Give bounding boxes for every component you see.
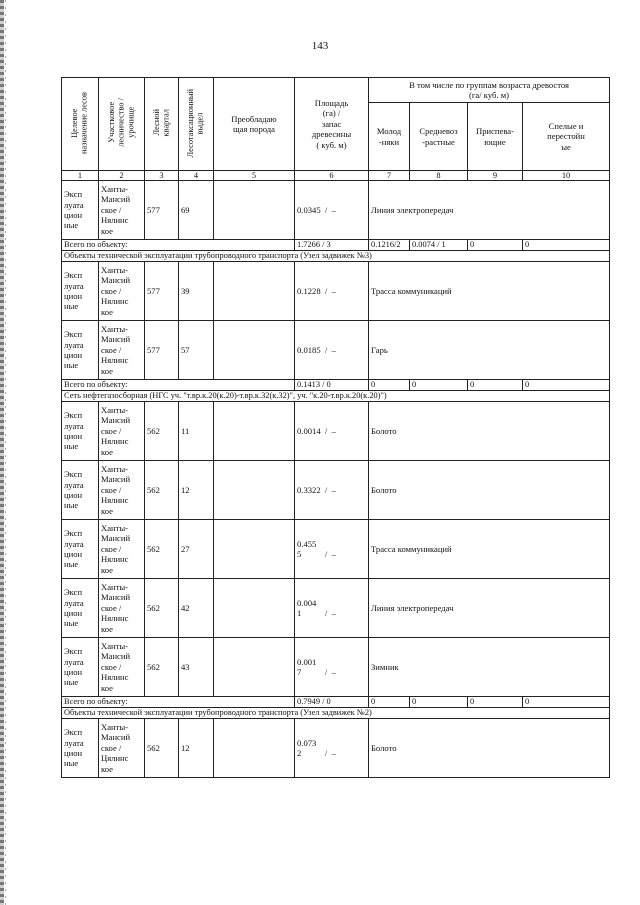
purpose-cell: Эксп луата цион ные — [62, 719, 99, 778]
species-cell — [214, 402, 295, 461]
area-cell: 0.001 7 / – — [295, 638, 369, 697]
header-maturing: Приспева- ющие — [468, 103, 523, 171]
purpose-cell: Эксп луата цион ные — [62, 321, 99, 380]
allotment-cell: 11 — [179, 402, 214, 461]
land-category-cell: Болото — [369, 461, 610, 520]
total-maturing: 0 — [468, 380, 523, 391]
forestry-cell: Ханты- Мансий ское / Нялинс кое — [99, 638, 145, 697]
area-cell: 0.3322 / – — [295, 461, 369, 520]
purpose-cell: Эксп луата цион ные — [62, 638, 99, 697]
header-allotment: Лесотаксационный выдел — [179, 78, 214, 171]
total-young: 0 — [369, 380, 410, 391]
species-cell — [214, 181, 295, 240]
table-row — [62, 262, 610, 321]
species-cell — [214, 461, 295, 520]
table-row — [62, 461, 610, 520]
land-category-cell: Трасса коммуникаций — [369, 262, 610, 321]
header-middle: Средневоз -растные — [410, 103, 468, 171]
land-category-cell: Гарь — [369, 321, 610, 380]
quarter-cell: 562 — [145, 579, 179, 638]
total-middle: 0 — [410, 697, 468, 708]
purpose-cell: Эксп луата цион ные — [62, 181, 99, 240]
total-label: Всего по объекту: — [62, 240, 295, 251]
land-category-cell: Зимник — [369, 638, 610, 697]
quarter-cell: 562 — [145, 520, 179, 579]
species-cell — [214, 520, 295, 579]
land-category-cell: Болото — [369, 402, 610, 461]
total-middle: 0.0074 / 1 — [410, 240, 468, 251]
total-young: 0.1216/2 — [369, 240, 410, 251]
total-area: 0.1413 / 0 — [295, 380, 369, 391]
column-number: 7 — [369, 171, 410, 181]
allotment-cell: 27 — [179, 520, 214, 579]
column-number: 2 — [99, 171, 145, 181]
quarter-cell: 562 — [145, 719, 179, 778]
area-cell: 0.073 2 / – — [295, 719, 369, 778]
header-species: Преобладаю щая порода — [214, 78, 295, 171]
allotment-cell: 43 — [179, 638, 214, 697]
total-mature: 0 — [523, 697, 610, 708]
total-label: Всего по объекту: — [62, 697, 295, 708]
table-row — [62, 638, 610, 697]
land-category-cell: Трасса коммуникаций — [369, 520, 610, 579]
total-area: 1.7266 / 3 — [295, 240, 369, 251]
land-category-cell: Линия электропередач — [369, 579, 610, 638]
column-number-row — [62, 171, 610, 181]
allotment-cell: 39 — [179, 262, 214, 321]
table-body — [62, 181, 610, 778]
purpose-cell: Эксп луата цион ные — [62, 402, 99, 461]
allotment-cell: 42 — [179, 579, 214, 638]
area-cell: 0.1228 / – — [295, 262, 369, 321]
quarter-cell: 562 — [145, 461, 179, 520]
total-label: Всего по объекту: — [62, 380, 295, 391]
allotment-cell: 12 — [179, 461, 214, 520]
quarter-cell: 577 — [145, 181, 179, 240]
scan-edge-dots — [5, 0, 6, 905]
quarter-cell: 577 — [145, 321, 179, 380]
section-title: Объекты технической эксплуатации трубопроводного транспорта (Узел задвижек №3) — [62, 251, 610, 262]
purpose-cell: Эксп луата цион ные — [62, 579, 99, 638]
header-mature: Спелые и перестойн ые — [523, 103, 610, 171]
section-title-row — [62, 391, 610, 402]
forestry-cell: Ханты- Мансий ское / Цялинс кое — [99, 719, 145, 778]
area-cell: 0.004 1 / – — [295, 579, 369, 638]
forest-data-table — [61, 77, 610, 778]
quarter-cell: 562 — [145, 638, 179, 697]
section-title: Объекты технической эксплуатации трубопроводного транспорта (Узел задвижек №2) — [62, 708, 610, 719]
section-title-row — [62, 251, 610, 262]
allotment-cell: 57 — [179, 321, 214, 380]
table-row — [62, 181, 610, 240]
purpose-cell: Эксп луата цион ные — [62, 520, 99, 579]
total-maturing: 0 — [468, 697, 523, 708]
column-number: 10 — [523, 171, 610, 181]
total-area: 0.7949 / 0 — [295, 697, 369, 708]
header-quarter: Лесной квартал — [145, 78, 179, 171]
table-row — [62, 321, 610, 380]
forestry-cell: Ханты- Мансий ское / Нялинс кое — [99, 579, 145, 638]
column-number: 4 — [179, 171, 214, 181]
header-forestry: Участковое лесничество / урочище — [99, 78, 145, 171]
header-age-groups: В том числе по группам возраста древостоя (га/ куб. м) — [369, 78, 610, 103]
total-row — [62, 240, 610, 251]
table-row — [62, 520, 610, 579]
area-cell: 0.455 5 / – — [295, 520, 369, 579]
total-row — [62, 697, 610, 708]
column-number: 3 — [145, 171, 179, 181]
quarter-cell: 562 — [145, 402, 179, 461]
species-cell — [214, 262, 295, 321]
page-number: 143 — [311, 40, 329, 52]
forestry-cell: Ханты- Мансий ское / Нялинс кое — [99, 461, 145, 520]
land-category-cell: Болото — [369, 719, 610, 778]
species-cell — [214, 321, 295, 380]
total-maturing: 0 — [468, 240, 523, 251]
land-category-cell: Линия электропередач — [369, 181, 610, 240]
section-title: Сеть нефтегазосборная (НГС уч. "т.вр.к.20(к.20)-т.вр.к.32(к.32)", уч. "к.20-т.вр.к.20(к.20)") — [62, 391, 610, 402]
total-young: 0 — [369, 697, 410, 708]
area-cell: 0.0185 / – — [295, 321, 369, 380]
forestry-cell: Ханты- Мансий ское / Нялинс кое — [99, 402, 145, 461]
total-row — [62, 380, 610, 391]
forestry-cell: Ханты- Мансий ское / Нялинс кое — [99, 321, 145, 380]
column-number: 8 — [410, 171, 468, 181]
table-row — [62, 579, 610, 638]
species-cell — [214, 719, 295, 778]
allotment-cell: 12 — [179, 719, 214, 778]
column-number: 1 — [62, 171, 99, 181]
header-row-top — [62, 78, 610, 103]
forestry-cell: Ханты- Мансий ское / Нялинс кое — [99, 262, 145, 321]
table-row — [62, 402, 610, 461]
section-title-row — [62, 708, 610, 719]
column-number: 9 — [468, 171, 523, 181]
purpose-cell: Эксп луата цион ные — [62, 262, 99, 321]
total-middle: 0 — [410, 380, 468, 391]
header-purpose: Целевое назначение лесов — [62, 78, 99, 171]
area-cell: 0.0014 / – — [295, 402, 369, 461]
purpose-cell: Эксп луата цион ные — [62, 461, 99, 520]
quarter-cell: 577 — [145, 262, 179, 321]
forestry-cell: Ханты- Мансий ское / Нялинс кое — [99, 181, 145, 240]
table-row — [62, 719, 610, 778]
column-number: 6 — [295, 171, 369, 181]
column-number: 5 — [214, 171, 295, 181]
species-cell — [214, 638, 295, 697]
header-area: Площадь (га) / запас древесины ( куб. м) — [295, 78, 369, 171]
allotment-cell: 69 — [179, 181, 214, 240]
species-cell — [214, 579, 295, 638]
total-mature: 0 — [523, 240, 610, 251]
total-mature: 0 — [523, 380, 610, 391]
area-cell: 0.0345 / – — [295, 181, 369, 240]
header-young: Молод -няки — [369, 103, 410, 171]
scan-edge — [0, 0, 4, 905]
forestry-cell: Ханты- Мансий ское / Нялинс кое — [99, 520, 145, 579]
